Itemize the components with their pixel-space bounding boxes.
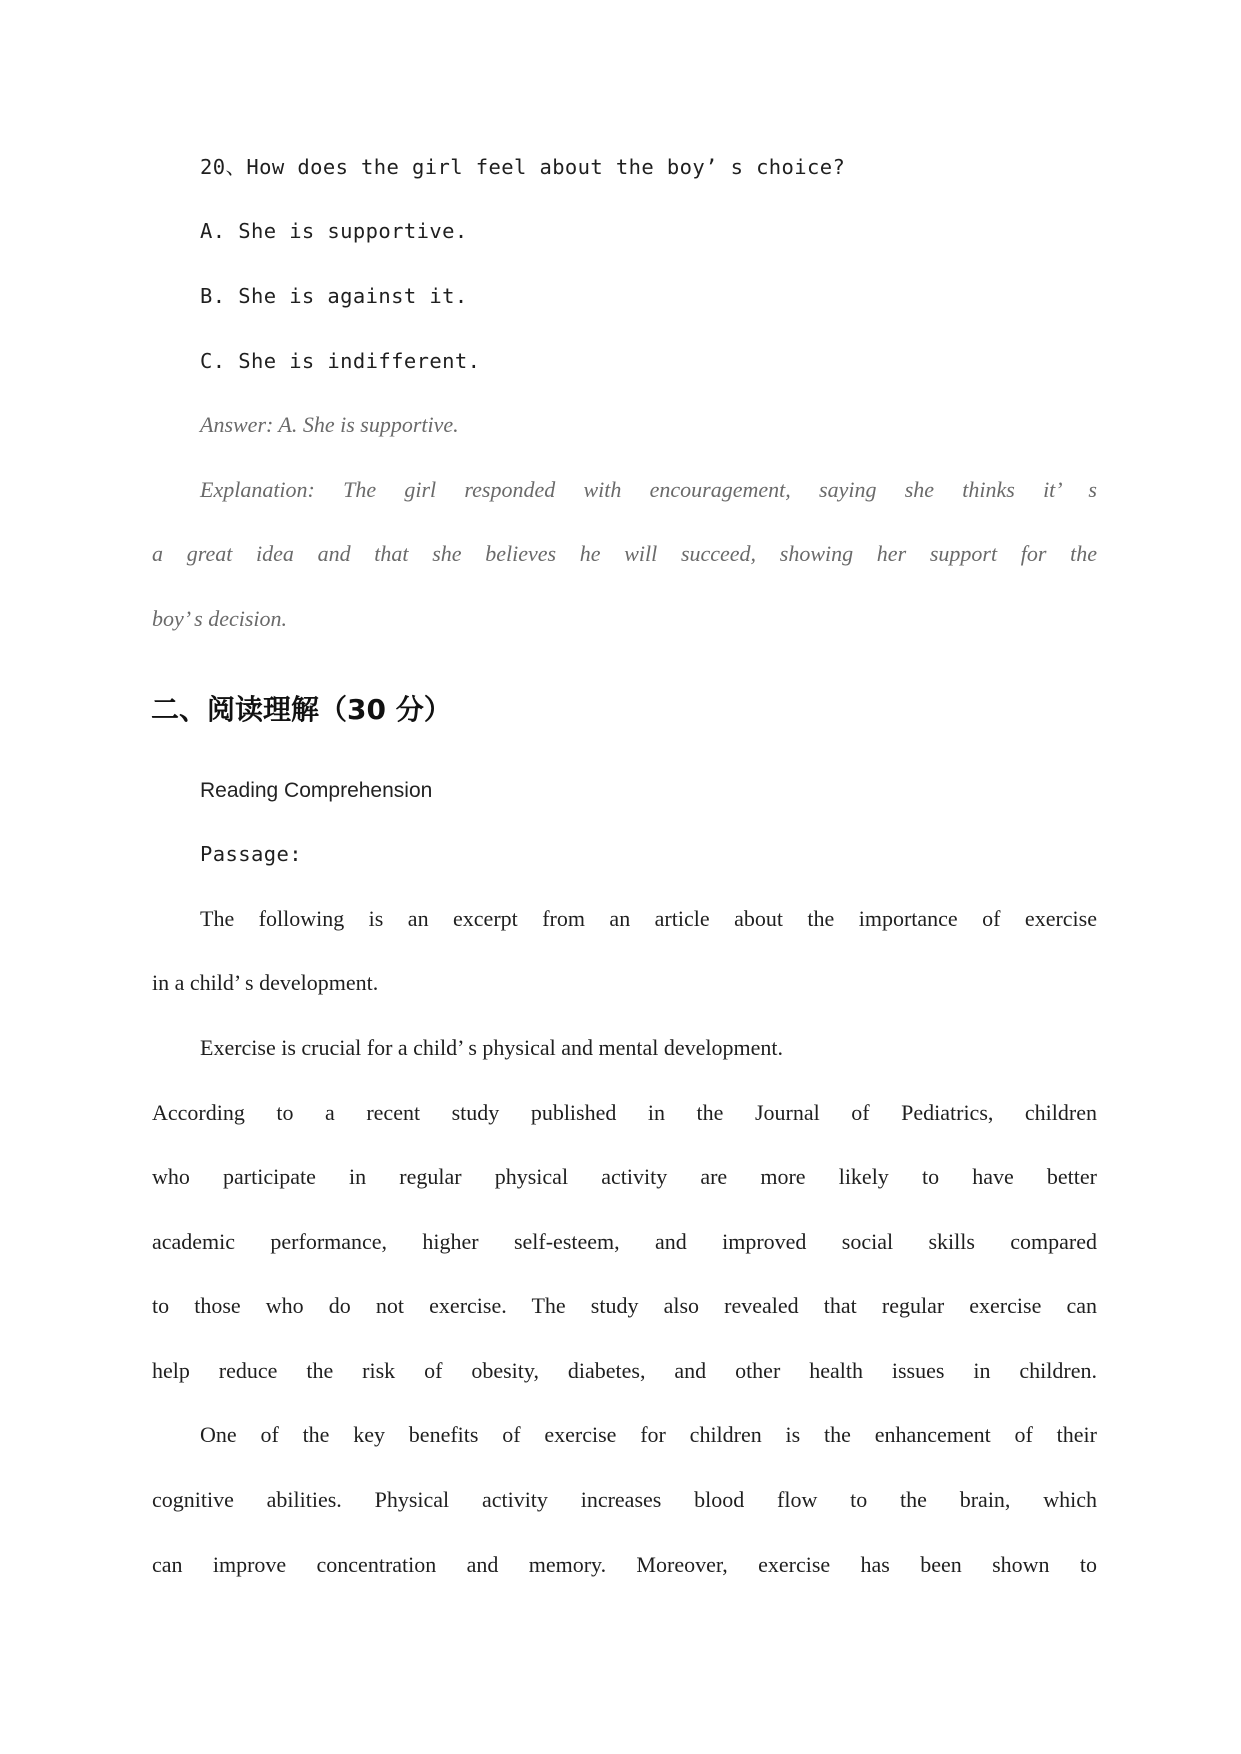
explanation-line-2: a great idea and that she believes he will succeed, showing her support for the [152, 541, 1097, 566]
intro-line-1: The following is an excerpt from an article about the importance of exercise [200, 906, 1097, 931]
paragraph1-line-4: academic performance, higher self-esteem, and improved social skills compared [152, 1229, 1097, 1254]
paragraph1-line-6: help reduce the risk of obesity, diabetes, and other health issues in children. [152, 1358, 1097, 1383]
intro-line-2: in a child’ s development. [152, 970, 379, 995]
paragraph2-line-3: can improve concentration and memory. Moreover, exercise has been shown to [152, 1552, 1097, 1577]
explanation-line-1: Explanation: The girl responded with encouragement, saying she thinks it’ s [200, 477, 1097, 502]
paragraph2-line-2: cognitive abilities. Physical activity increases blood flow to the brain, which [152, 1487, 1097, 1512]
paragraph1-line-5: to those who do not exercise. The study also revealed that regular exercise can [152, 1293, 1097, 1318]
paragraph1-line-1: Exercise is crucial for a child’ s physical and mental development. [200, 1035, 783, 1060]
passage-label: Passage: [200, 842, 302, 866]
section-subtitle: Reading Comprehension [200, 779, 433, 802]
option-a: A. She is supportive. [200, 219, 468, 243]
option-c: C. She is indifferent. [200, 349, 481, 373]
section-heading: 二、阅读理解（30 分） [151, 693, 452, 726]
paragraph2-line-1: One of the key benefits of exercise for children is the enhancement of their [200, 1422, 1097, 1447]
answer-line: Answer: A. She is supportive. [200, 412, 459, 437]
paragraph1-line-2: According to a recent study published in the Journal of Pediatrics, children [152, 1100, 1097, 1125]
paragraph1-line-3: who participate in regular physical activity are more likely to have better [152, 1164, 1097, 1189]
explanation-line-3: boy’ s decision. [152, 606, 288, 631]
question-stem: 20、How does the girl feel about the boy’ s choice? [200, 155, 846, 179]
option-b: B. She is against it. [200, 284, 468, 308]
